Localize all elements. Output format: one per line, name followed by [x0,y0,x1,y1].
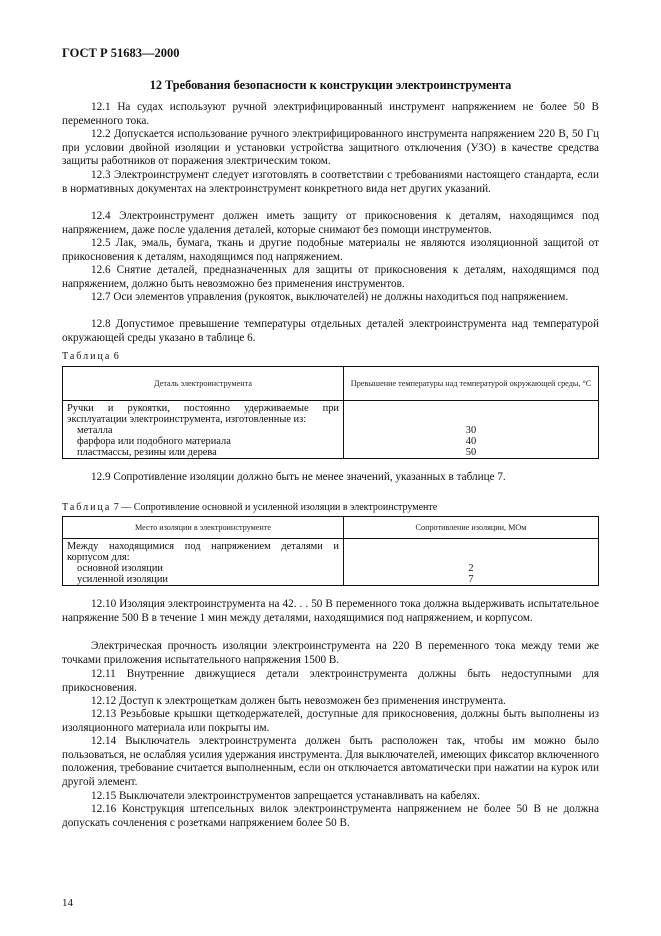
table-7-caption [62,502,437,514]
paragraph-12-11: 12.11 Внутренние движущиеся детали электроинструмента должны быть недоступными для прикосновения. [62,668,599,694]
paragraph-12-13: 12.13 Резьбовые крышки щеткодержателей, доступные для прикосновения, должны быть выполнены из изоляционного материала или покрыты им. [62,708,599,734]
paragraph-12-4: 12.4 Электроинструмент должен иметь защиту от прикосновения к деталям, находящимся под напряжением, даже после удаления деталей, которые снимают без помощи инструментов. [62,210,599,236]
table-7-caption-text: 7 — Сопротивление основной и усиленной изоляции в электроинструменте [113,502,438,513]
table-6-caption-number: 6 [113,351,119,362]
table-7 [62,516,599,586]
table-row [63,401,599,426]
table-7-row-label: основной изоляции [63,563,344,574]
paragraph-12-8: 12.8 Допустимое превышение температуры отдельных деталей электроинструмента над температурой окружающей среды указано в таблице 6. [62,318,599,344]
table-6-row-label: металла [63,425,344,436]
table-6-col2-header: Превышение температуры над температурой окружающей среды, °С [344,367,599,401]
paragraph-12-14: 12.14 Выключатель электроинструмента должен быть расположен так, чтобы им можно было пользоваться, не ослабляя усилия удержания инструмента. Для выключателей, имеющих фиксатор включенного положения, требование считается выполненным, если он отключается автоматически при нажатии на курок или другой элемент. [62,735,599,788]
table-6-caption [62,351,119,363]
paragraph-12-6: 12.6 Снятие деталей, предназначенных для защиты от прикосновения к деталям, находящимся под напряжением, должно быть невозможно без применения инструментов. [62,264,599,290]
section-title: 12 Требования безопасности к конструкции электроинструмента [149,78,512,92]
table-7-row-value: 2 [344,563,599,574]
table-6-row-label: пластмассы, резины или дерева [63,447,344,459]
table-7-col1-header: Место изоляции в электроинструменте [63,517,344,539]
table-7-group-cell: Между находящимися под напряжением деталями и корпусом для: [63,539,344,564]
table-header-row [63,367,599,401]
paragraph-12-3: 12.3 Электроинструмент следует изготовлять в соответствии с требованиями настоящего стандарта, если в нормативных документах на электроинструмент конкретного вида нет других указаний. [62,169,599,195]
table-7-row-value: 7 [344,574,599,586]
table-6-row-label: фарфора или подобного материала [63,436,344,447]
paragraph-12-9: 12.9 Сопротивление изоляции должно быть не менее значений, указанных в таблице 7. [91,471,506,483]
paragraph-12-16: 12.16 Конструкция штепсельных вилок электроинструмента напряжением не более 50 В не должна допускать сочленения с розетками напряжением более 50 В. [62,803,599,829]
table-row [63,574,599,586]
standard-header: ГОСТ Р 51683—2000 [62,46,180,60]
table-6-row-value: 30 [344,425,599,436]
table-row [63,539,599,564]
table-6-group-cell: Ручки и рукоятки, постоянно удерживаемые при эксплуатации электроинструмента, изготовленные из: [63,401,344,426]
table-row [63,436,599,447]
paragraph-12-2: 12.2 Допускается использование ручного электрифицированного инструмента напряжением 220 В, 50 Гц при условии двойной изоляции и установки устройства защитного отключения (УЗО) в качестве средства защиты работников от поражения электрическим током. [62,128,599,168]
table-6-row-value: 40 [344,436,599,447]
table-row [63,447,599,459]
paragraph-12-7: 12.7 Оси элементов управления (рукояток, выключателей) не должны находиться под напряжением. [91,291,569,303]
paragraph-12-5: 12.5 Лак, эмаль, бумага, ткань и другие подобные материалы не являются изоляционной защитой от прикосновения к деталям, находящимся под напряжением. [62,237,599,263]
table-6-caption-label: Таблица [62,351,112,362]
table-7-col2-header: Сопротивление изоляции, МОм [344,517,599,539]
paragraph-12-12: 12.12 Доступ к электрощеткам должен быть невозможен без применения инструмента. [91,695,506,707]
page-number: 14 [62,897,73,909]
paragraph-12-15: 12.15 Выключатели электроинструментов запрещается устанавливать на кабелях. [91,790,481,802]
table-6-col1-header: Деталь электроинструмента [63,367,344,401]
table-7-caption-label: Таблица [62,502,112,513]
table-6-row-value: 50 [344,447,599,459]
table-header-row [63,517,599,539]
table-7-row-label: усиленной изоляции [63,574,344,586]
table-row [63,425,599,436]
paragraph-12-10: 12.10 Изоляция электроинструмента на 42. . . 50 В переменного тока должна выдерживать испытательное напряжение 500 В в течение 1 мин между деталями, находящимися под напряжением, и корпусом. [62,598,599,624]
table-6 [62,366,599,459]
paragraph-12-1: 12.1 На судах используют ручной электрифицированный инструмент напряжением не более 50 В переменного тока. [62,101,599,127]
paragraph-12-10-continued: Электрическая прочность изоляции электроинструмента на 220 В переменного тока между теми же точками приложения испытательного напряжения 1500 В. [62,640,599,666]
table-row [63,563,599,574]
